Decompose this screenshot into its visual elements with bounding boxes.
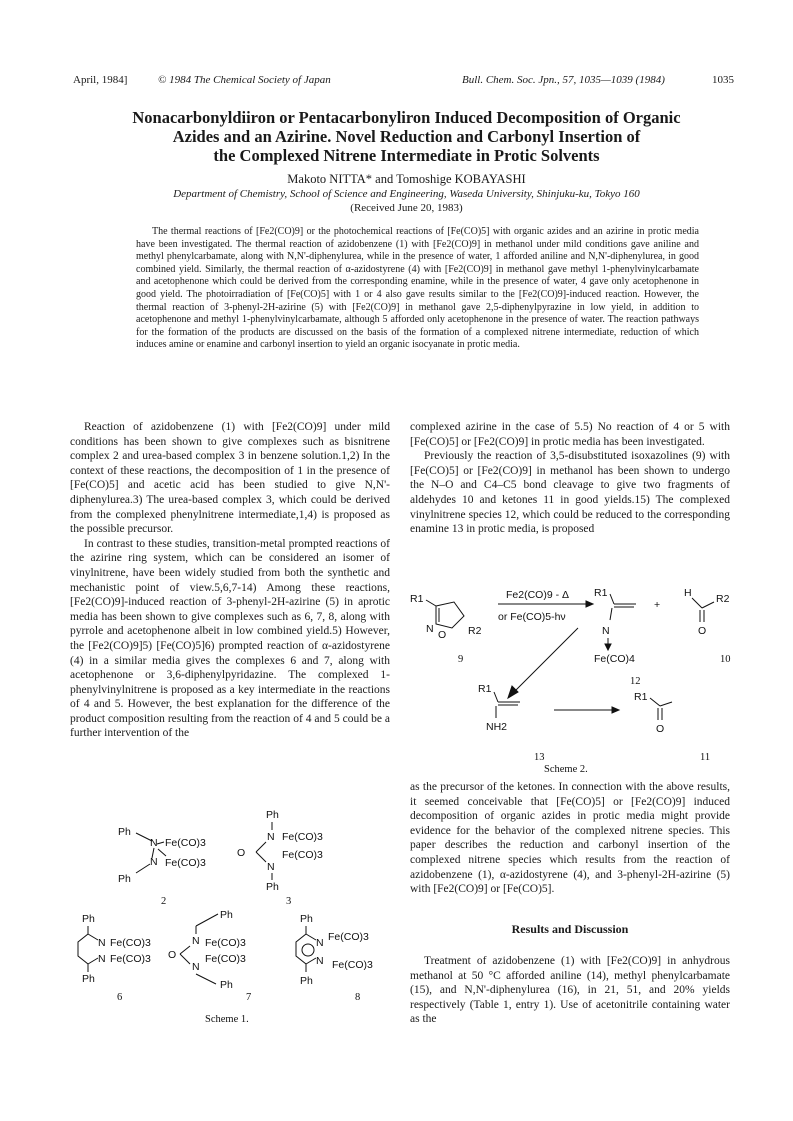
complex-3-structure <box>237 809 323 907</box>
svg-text:O: O <box>698 625 707 637</box>
svg-text:N: N <box>602 625 610 637</box>
right-column-top <box>410 420 730 537</box>
svg-text:N: N <box>150 837 158 849</box>
compound-label: 2 <box>161 896 167 907</box>
compound-11-structure <box>634 691 710 763</box>
svg-text:Fe(CO)3: Fe(CO)3 <box>205 937 246 949</box>
compound-label: 9 <box>458 654 464 665</box>
svg-text:R2: R2 <box>716 593 730 605</box>
svg-text:Fe(CO)3: Fe(CO)3 <box>282 831 323 843</box>
compound-label: 12 <box>630 676 641 687</box>
header-page-number: 1035 <box>712 74 734 86</box>
compound-10-structure <box>684 587 731 665</box>
svg-text:Fe(CO)3: Fe(CO)3 <box>332 959 373 971</box>
paragraph: Treatment of azidobenzene (1) with [Fe2(CO)9] in anhydrous methanol at 50 °C afforded aniline (14), methyl phenylcarbamate (15), and N,N'-diphenylurea (16), in 21, 51, and 20% yields respectively (Table 1, entry 1). Use of acetonitrile containing water as the <box>410 955 730 1026</box>
svg-text:R1: R1 <box>594 587 608 599</box>
compound-label: 8 <box>355 992 361 1003</box>
svg-text:N: N <box>267 861 275 873</box>
header-copyright: © 1984 The Chemical Society of Japan <box>158 74 331 86</box>
svg-text:O: O <box>237 847 246 859</box>
affiliation: Department of Chemistry, School of Science and Engineering, Waseda University, Shinjuku-ku, Tokyo 160 <box>173 188 640 200</box>
svg-text:N: N <box>267 831 275 843</box>
svg-text:N: N <box>192 961 200 973</box>
svg-text:NH2: NH2 <box>486 721 508 733</box>
authors: Makoto NITTA* and Tomoshige KOBAYASHI <box>287 172 526 186</box>
complex-7-structure <box>168 909 251 1003</box>
svg-text:Fe(CO)3: Fe(CO)3 <box>282 849 323 861</box>
scheme-2-figure <box>408 580 738 775</box>
svg-text:Fe(CO)3: Fe(CO)3 <box>110 937 151 949</box>
right-column-middle <box>410 780 730 897</box>
right-column-bottom <box>410 954 730 1027</box>
paragraph: complexed azirine in the case of 5.5) No reaction of 4 or 5 with [Fe(CO)5] or [Fe2(CO)9] in protic media has been investigated. <box>410 421 730 448</box>
svg-text:Ph: Ph <box>82 973 95 985</box>
svg-text:H: H <box>684 587 692 599</box>
svg-text:N: N <box>150 856 158 868</box>
svg-text:Fe(CO)3: Fe(CO)3 <box>110 953 151 965</box>
received-date: (Received June 20, 1983) <box>350 202 463 214</box>
svg-text:N: N <box>192 935 200 947</box>
svg-text:R2: R2 <box>468 625 482 637</box>
svg-text:O: O <box>168 949 177 961</box>
paragraph: as the precursor of the ketones. In connection with the above results, it seemed conceivable that [Fe(CO)5] or [Fe2(CO)9] induced decomposition of organic azides in protic media might provide evidence for the behavior of the complexed nitrene species. This paper describes the reduction and carbonyl insertion of the complexed nitrene species which results from the reaction of azidobenzene (1), α-azidostyrene (4), and 3-phenyl-2H-azirine (5) with [Fe2(CO)9] or [Fe(CO)5]. <box>410 781 730 896</box>
abstract-text: The thermal reactions of [Fe2(CO)9] or the photochemical reactions of [Fe(CO)5] with organic azides and an azirine in protic media have been investigated. The thermal reaction of azidobenzene (1) with [Fe2(CO)9] in methanol under mild conditions gave aniline and methyl phenylcarbamate, along with N,N'-diphenylurea, while in the presence of water, 1 afforded aniline and N,N'-diphenylurea, in good combined yield. Similarly, the thermal reaction of α-azidostyrene (4) with [Fe2(CO)9] in methanol gave methyl 1-phenylvinylcarbamate and acetophenone which could be derived from the corresponding enamine, while in the presence of water, 4 gave only acetophenone in good yield. The photoirradiation of [Fe(CO)5] with 1 or 4 also gave results similar to the [Fe2(CO)9]-induced reaction. However, the thermal reaction of 3-phenyl-2H-azirine (5) with [Fe2(CO)9] in methanol gave 2,5-diphenylpyrazine in low yield, in addition to acetophenone and methyl 1-phenylvinylcarbamate, although 5 afforded only acetophenone in the presence of water. The reaction pathways for the formation of the products are discussed on the basis of the formation of a complexed nitrene intermediate, reduction of which induces amine or enamine and carbonyl insertion to yield an organic isocyanate in protic media. <box>136 226 699 351</box>
abstract <box>136 226 699 352</box>
compound-label: 7 <box>246 992 252 1003</box>
svg-text:R1: R1 <box>478 683 492 695</box>
compound-label: 11 <box>700 752 711 763</box>
svg-text:Ph: Ph <box>266 881 279 893</box>
left-column <box>70 420 390 741</box>
plus-sign: + <box>654 599 661 611</box>
svg-text:O: O <box>656 723 665 735</box>
scheme-2-caption: Scheme 2. <box>544 764 588 775</box>
svg-text:Ph: Ph <box>266 809 279 821</box>
complex-8-structure <box>296 913 373 1003</box>
title-line: Azides and an Azirine. Novel Reduction and Carbonyl Insertion of <box>172 127 641 146</box>
svg-text:Fe(CO)4: Fe(CO)4 <box>594 653 635 665</box>
svg-text:Ph: Ph <box>220 909 233 921</box>
svg-text:N: N <box>316 955 324 967</box>
svg-text:R1: R1 <box>634 691 648 703</box>
svg-text:Ph: Ph <box>300 913 313 925</box>
svg-text:N: N <box>316 937 324 949</box>
reagent-text: Fe2(CO)9 - Δ <box>506 589 570 601</box>
svg-text:O: O <box>438 629 447 641</box>
svg-text:Fe(CO)3: Fe(CO)3 <box>165 837 206 849</box>
section-heading: Results and Discussion <box>511 922 629 936</box>
compound-label: 3 <box>286 896 292 907</box>
title-line: Nonacarbonyldiiron or Pentacarbonyliron Induced Decomposition of Organic <box>132 108 681 127</box>
paragraph: Previously the reaction of 3,5-disubstituted isoxazolines (9) with [Fe(CO)5] or [Fe2(CO)9] in methanol has been shown to undergo the N–O and C4–C5 bond cleavage to give two fragments of aldehydes 10 and ketones 11 in good yields.15) The complexed vinylnitrene species 12, which could be reduced to the corresponding enamine 13 in protic media, is proposed <box>410 450 730 536</box>
scheme-1-figure <box>70 800 390 1030</box>
svg-text:Ph: Ph <box>82 913 95 925</box>
svg-text:Ph: Ph <box>300 975 313 987</box>
complex-2-structure <box>118 826 206 907</box>
reagent-text: or Fe(CO)5-hν <box>498 611 566 623</box>
paper-title <box>60 108 753 165</box>
header-journal: Bull. Chem. Soc. Jpn., 57, 1035—1039 (1984) <box>462 74 665 86</box>
svg-text:N: N <box>98 937 106 949</box>
paragraph: Reaction of azidobenzene (1) with [Fe2(CO)9] under mild conditions has been shown to give complexes such as bisnitrene complex 2 and urea-based complex 3 in benzene solution.1,2) In the context of these reactions, the decomposition of 1 in the presence of [Fe(CO)5] and acetic acid has been studied to give N,N'-diphenylurea.3) The urea-based complex 3, which could be derived from the complexed phenylnitrene intermediate,1,4) is proposed as the possible precursor. <box>70 421 390 536</box>
compound-12-structure <box>594 587 641 687</box>
compound-label: 6 <box>117 992 123 1003</box>
svg-text:Fe(CO)3: Fe(CO)3 <box>165 857 206 869</box>
paragraph: In contrast to these studies, transition-metal prompted reactions of the azirine ring system, which can be considered an isomer of vinylnitrene, have been widely studied from both the synthetic and mechanistic point of view.5,6,7-14) Among these reactions, [Fe2(CO)9]-induced reaction of 3-phenyl-2H-azirine (5) in aprotic media has been shown to give complexes such as 6, 7, 8, along with pyrrole and acetophenone albeit in low combined yield.5) However, the [Fe2(CO)9]5) [Fe(CO)5]6) prompted reaction of α-azidostyrene (4) in a similar media gives the complexes 6 and 7, along with acetophenone or 3,6-diphenylpyridazine. The complexed 1-phenylvinylnitrene is proposed as a key intermediate in the reactions of 4 and 5. However, the best explanation for the difference of the product composition resulting from the reaction of 4 and 5 could be a further intervention of the <box>70 537 390 740</box>
svg-text:N: N <box>98 953 106 965</box>
svg-text:R1: R1 <box>410 593 424 605</box>
header-date: April, 1984] <box>73 74 128 86</box>
scheme-1-caption: Scheme 1. <box>205 1014 249 1025</box>
svg-text:Ph: Ph <box>220 979 233 991</box>
compound-9-structure <box>410 593 482 665</box>
svg-text:Ph: Ph <box>118 873 131 885</box>
svg-text:Ph: Ph <box>118 826 131 838</box>
svg-text:N: N <box>426 623 434 635</box>
svg-text:Fe(CO)3: Fe(CO)3 <box>205 953 246 965</box>
compound-label: 10 <box>720 654 731 665</box>
compound-label: 13 <box>534 752 545 763</box>
title-line: the Complexed Nitrene Intermediate in Protic Solvents <box>213 146 600 165</box>
svg-text:Fe(CO)3: Fe(CO)3 <box>328 931 369 943</box>
complex-6-structure <box>78 913 151 1003</box>
